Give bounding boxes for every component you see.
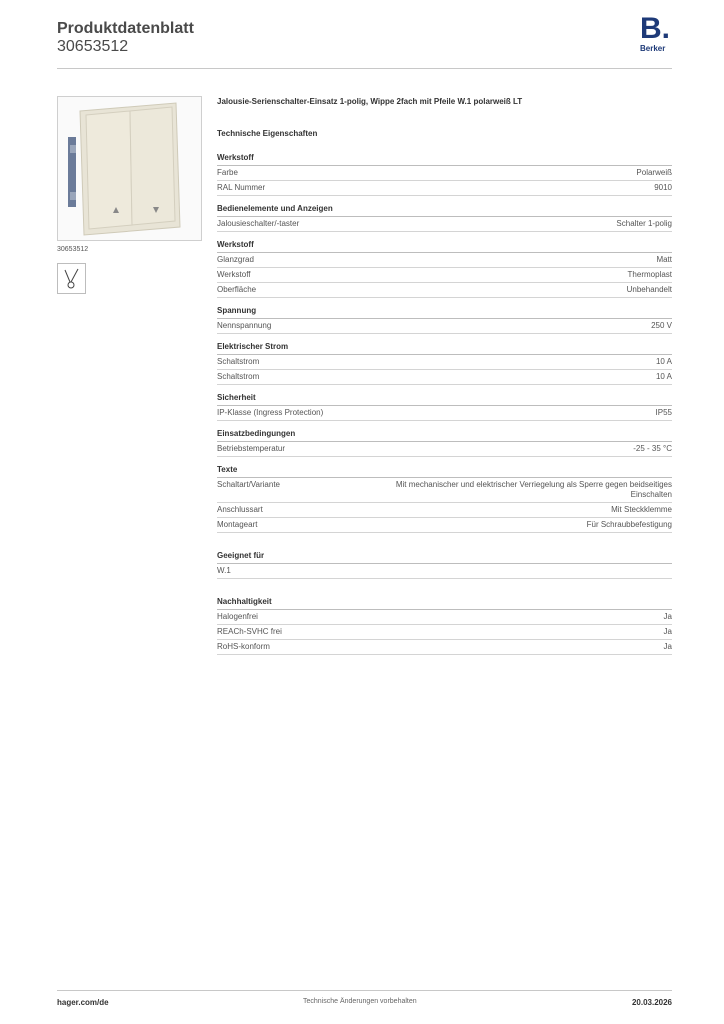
footer-note: Technische Änderungen vorbehalten xyxy=(303,998,417,1005)
spec-value: Für Schraubbefestigung xyxy=(586,520,672,529)
spec-row xyxy=(217,564,672,579)
footer-website: hager.com/de xyxy=(57,998,109,1007)
spec-section xyxy=(217,342,672,385)
spec-value: 250 V xyxy=(651,321,672,330)
shutter-switch-symbol-icon xyxy=(57,263,86,294)
spec-key: Glanzgrad xyxy=(217,255,254,264)
spec-section xyxy=(217,306,672,334)
spec-row xyxy=(217,640,672,655)
section-title: Werkstoff xyxy=(217,153,672,166)
section-title: Bedienelemente und Anzeigen xyxy=(217,204,672,217)
product-image xyxy=(57,96,202,241)
spec-content xyxy=(217,97,672,663)
header-divider xyxy=(57,68,672,69)
footer-divider xyxy=(57,990,672,991)
spec-value: Mit mechanischer und elektrischer Verriegelung als Sperre gegen beidseitiges Einschalten xyxy=(395,480,672,499)
berker-logo xyxy=(640,12,674,54)
spec-key: Jalousieschalter/-taster xyxy=(217,219,300,228)
spec-value: Ja xyxy=(663,642,672,651)
spec-key: Farbe xyxy=(217,168,238,177)
section-title: Werkstoff xyxy=(217,240,672,253)
spec-value: Ja xyxy=(663,627,672,636)
spec-value: -25 - 35 °C xyxy=(633,444,672,453)
spec-value: 10 A xyxy=(655,357,672,366)
spec-row xyxy=(217,166,672,181)
spec-key: RAL Nummer xyxy=(217,183,266,192)
spec-value: 9010 xyxy=(654,183,672,192)
spec-key: Halogenfrei xyxy=(217,612,258,621)
spec-row xyxy=(217,610,672,625)
spec-key: Montageart xyxy=(217,520,258,529)
footer-date: 20.03.2026 xyxy=(631,998,672,1007)
logo-letter: B. xyxy=(640,12,670,45)
spec-value: Polarweiß xyxy=(636,168,672,177)
spec-key: Werkstoff xyxy=(217,270,251,279)
spec-row xyxy=(217,283,672,298)
spec-key: W.1 xyxy=(217,566,231,575)
section-title: Elektrischer Strom xyxy=(217,342,672,355)
spec-key: REACh-SVHC frei xyxy=(217,627,282,636)
spec-row xyxy=(217,478,672,503)
section-title: Texte xyxy=(217,465,672,478)
article-number: 30653512 xyxy=(57,38,129,55)
logo-text: Berker xyxy=(640,44,666,53)
spec-row xyxy=(217,253,672,268)
product-title: Jalousie-Serienschalter-Einsatz 1-polig, Wippe 2fach mit Pfeile W.1 polarweiß LT xyxy=(217,97,523,106)
spec-section xyxy=(217,597,672,655)
spec-row xyxy=(217,370,672,385)
spec-section xyxy=(217,551,672,579)
spec-key: Nennspannung xyxy=(217,321,272,330)
section-title: Spannung xyxy=(217,306,672,319)
spec-value: IP55 xyxy=(655,408,672,417)
spec-row xyxy=(217,217,672,232)
page-title: Produktdatenblatt xyxy=(57,20,194,37)
section-title: Sicherheit xyxy=(217,393,672,406)
spec-row xyxy=(217,518,672,533)
tech-heading: Technische Eigenschaften xyxy=(217,129,318,138)
spec-section xyxy=(217,204,672,232)
spec-value: Schalter 1-polig xyxy=(616,219,672,228)
section-title: Einsatzbedingungen xyxy=(217,429,672,442)
spec-key: Schaltstrom xyxy=(217,372,260,381)
spec-key: Oberfläche xyxy=(217,285,257,294)
spec-value: Ja xyxy=(663,612,672,621)
spec-section xyxy=(217,393,672,421)
spec-key: Betriebstemperatur xyxy=(217,444,286,453)
spec-row xyxy=(217,406,672,421)
spec-row xyxy=(217,503,672,518)
section-title: Nachhaltigkeit xyxy=(217,597,672,610)
spec-value: Thermoplast xyxy=(627,270,672,279)
spec-value: 10 A xyxy=(655,372,672,381)
spec-key: RoHS-konform xyxy=(217,642,270,651)
spec-section xyxy=(217,153,672,196)
spec-key: IP-Klasse (Ingress Protection) xyxy=(217,408,324,417)
spec-key: Anschlussart xyxy=(217,505,263,514)
spec-row xyxy=(217,319,672,334)
spec-section xyxy=(217,240,672,298)
spec-row xyxy=(217,625,672,640)
image-caption: 30653512 xyxy=(57,246,89,253)
spec-key: Schaltstrom xyxy=(217,357,260,366)
spec-row xyxy=(217,181,672,196)
spec-key: Schaltart/Variante xyxy=(217,480,280,489)
spec-row xyxy=(217,442,672,457)
spec-section xyxy=(217,465,672,533)
spec-value: Matt xyxy=(656,255,672,264)
spec-section xyxy=(217,429,672,457)
spec-row xyxy=(217,355,672,370)
spec-value xyxy=(367,566,672,576)
spec-value: Unbehandelt xyxy=(626,285,672,294)
spec-value: Mit Steckklemme xyxy=(611,505,672,514)
section-title: Geeignet für xyxy=(217,551,672,564)
spec-row xyxy=(217,268,672,283)
